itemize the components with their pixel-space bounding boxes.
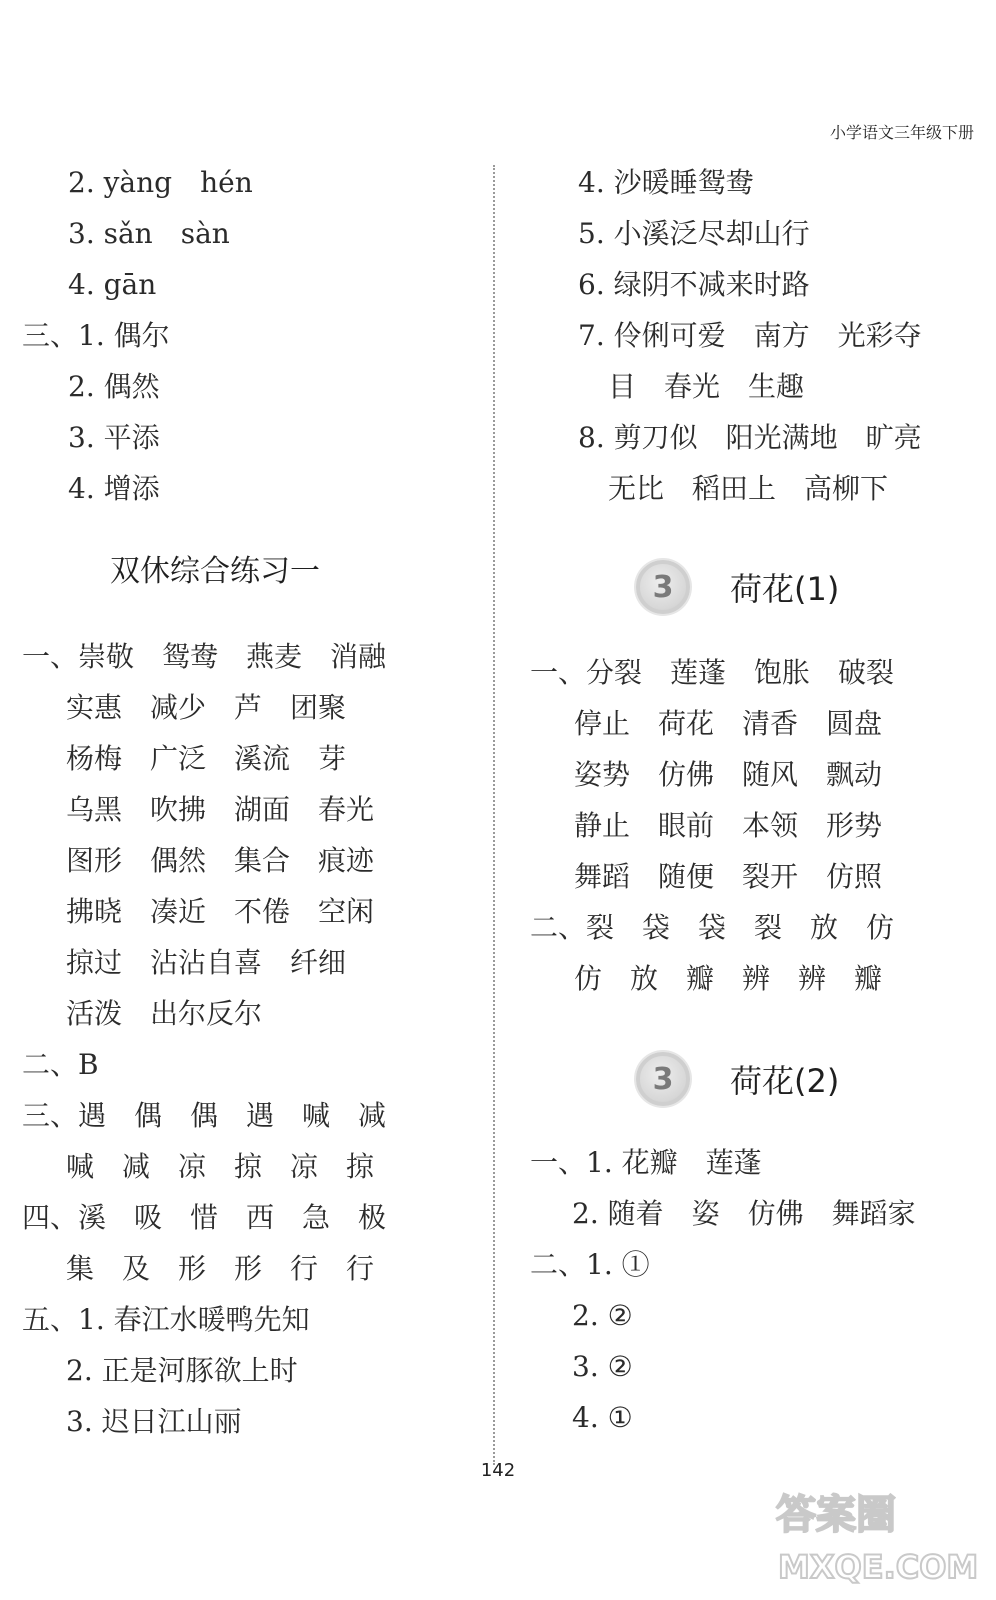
answer-line: 图形 偶然 集合 痕迹 <box>66 844 375 877</box>
answer-line: 4. 增添 <box>68 472 160 505</box>
watermark-logo <box>768 1480 978 1590</box>
answer-line: 8. 剪刀似 阳光满地 旷亮 <box>578 421 922 454</box>
answer-line: 姿势 仿佛 随风 飘动 <box>574 758 883 791</box>
answer-line: 7. 伶俐可爱 南方 光彩夺 <box>578 319 922 352</box>
answer-line: 静止 眼前 本领 形势 <box>574 809 883 842</box>
answer-line: 三、遇 偶 偶 遇 喊 减 <box>22 1099 387 1132</box>
watermark-text: 答案圈 <box>776 1492 896 1538</box>
answer-line: 五、1. 春江水暖鸭先知 <box>22 1303 310 1336</box>
lesson-title: 荷花(1) <box>730 570 840 608</box>
answer-line: 掠过 沾沾自喜 纤细 <box>66 946 347 979</box>
lesson-heading <box>636 1052 839 1106</box>
answer-line: 集 及 形 形 行 行 <box>66 1252 375 1285</box>
answer-line: 二、1. ① <box>530 1248 650 1281</box>
answer-line: 4. 沙暖睡鸳鸯 <box>578 166 754 199</box>
answer-line: 实惠 减少 芦 团聚 <box>66 691 347 724</box>
answer-line: 杨梅 广泛 溪流 芽 <box>66 742 347 775</box>
answer-line: 3. sǎn sàn <box>68 217 230 250</box>
answer-line: 2. yàng hén <box>68 166 253 199</box>
answer-line: 喊 减 凉 掠 凉 掠 <box>66 1150 375 1183</box>
lesson-number-badge: 3 <box>636 560 690 614</box>
answer-line: 拂晓 凑近 不倦 空闲 <box>66 895 375 928</box>
answer-line: 3. 迟日江山丽 <box>66 1405 242 1438</box>
answer-line: 舞蹈 随便 裂开 仿照 <box>574 860 883 893</box>
answer-line: 2. ② <box>572 1299 633 1332</box>
answer-line: 2. 偶然 <box>68 370 160 403</box>
answer-line: 3. 平添 <box>68 421 160 454</box>
book-title: 小学语文三年级下册 <box>829 123 974 142</box>
answer-line: 一、1. 花瓣 莲蓬 <box>530 1146 762 1179</box>
answer-line: 6. 绿阴不减来时路 <box>578 268 810 301</box>
answer-line: 三、1. 偶尔 <box>22 319 170 352</box>
answer-line: 5. 小溪泛尽却山行 <box>578 217 810 250</box>
column-divider <box>493 165 495 1465</box>
answer-line: 四、溪 吸 惜 西 急 极 <box>22 1201 387 1234</box>
answer-line: 3. ② <box>572 1350 633 1383</box>
lesson-title: 荷花(2) <box>730 1062 840 1100</box>
answer-line: 无比 稻田上 高柳下 <box>608 472 889 505</box>
answer-line: 2. 随着 姿 仿佛 舞蹈家 <box>572 1197 916 1230</box>
answer-line: 二、B <box>22 1048 99 1081</box>
watermark-url: MXQE.COM <box>778 1548 978 1586</box>
answer-line: 乌黑 吹拂 湖面 春光 <box>66 793 375 826</box>
answer-line: 4. gān <box>68 268 157 301</box>
answer-line: 一、分裂 莲蓬 饱胀 破裂 <box>530 656 895 689</box>
answer-line: 二、裂 袋 袋 裂 放 仿 <box>530 911 895 944</box>
answer-line: 目 春光 生趣 <box>608 370 805 403</box>
answer-line: 仿 放 瓣 辨 辨 瓣 <box>574 962 883 995</box>
answer-line: 2. 正是河豚欲上时 <box>66 1354 298 1387</box>
answer-line: 一、崇敬 鸳鸯 燕麦 消融 <box>22 640 387 673</box>
answer-line: 停止 荷花 清香 圆盘 <box>574 707 883 740</box>
page-number: 142 <box>480 1460 516 1481</box>
answer-line: 4. ① <box>572 1401 633 1434</box>
lesson-number-badge: 3 <box>636 1052 690 1106</box>
answer-line: 活泼 出尔反尔 <box>66 997 263 1030</box>
lesson-heading <box>636 560 839 614</box>
section-title: 双休综合练习一 <box>110 554 320 589</box>
